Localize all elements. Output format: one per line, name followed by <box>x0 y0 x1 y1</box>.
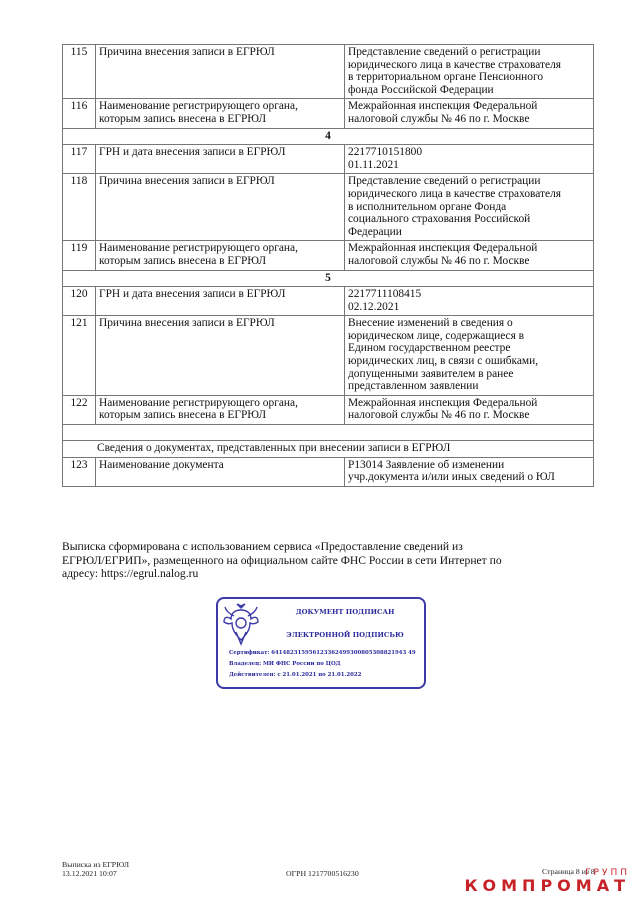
table-row <box>63 457 594 486</box>
field-value <box>345 45 594 99</box>
field-value-line: юридическом лице, содержащиеся в <box>348 329 525 342</box>
field-value-line: учр.документа и/или иных сведений о ЮЛ <box>348 471 555 484</box>
field-label-line: Причина внесения записи в ЕГРЮЛ <box>99 46 275 58</box>
row-number: 121 <box>63 316 96 396</box>
field-value-line: 02.12.2021 <box>348 300 400 313</box>
stamp-subtitle: ЭЛЕКТРОННОЙ ПОДПИСЬЮ <box>286 631 404 639</box>
watermark <box>464 868 630 895</box>
blank-cell <box>63 425 594 441</box>
footer-doc-title: Выписка из ЕГРЮЛ <box>62 860 130 869</box>
field-label-line: ГРН и дата внесения записи в ЕГРЮЛ <box>99 146 286 159</box>
section-header-row <box>63 128 594 145</box>
stamp-certificate: Сертификат: 641482315956123362499300805308821943 49 <box>229 650 416 656</box>
field-label <box>96 287 345 316</box>
field-value <box>345 241 594 270</box>
footer-datetime: 13.12.2021 10:07 <box>62 869 117 878</box>
documents-header: Сведения о документах, представленных при внесении записи в ЕГРЮЛ <box>63 441 594 458</box>
field-label-line: Наименование регистрирующего органа, <box>99 242 298 255</box>
field-value-line: Р13014 Заявление об изменении <box>348 458 505 471</box>
watermark-big: КОМПРОМАТ <box>464 876 630 895</box>
field-value-line: 01.11.2021 <box>348 158 399 171</box>
field-value <box>345 174 594 241</box>
row-number: 119 <box>63 241 96 270</box>
table-row <box>63 287 594 316</box>
table-row <box>63 174 594 241</box>
stamp-validity: Действителен: с 21.01.2021 по 21.01.2022 <box>229 672 362 678</box>
table-row <box>63 395 594 424</box>
field-value <box>345 316 594 396</box>
stamp-owner: Владелец: МИ ФНС России по ЦОД <box>229 661 341 667</box>
field-value-line: Федерации <box>348 225 402 238</box>
field-value <box>345 287 594 316</box>
row-number: 117 <box>63 145 96 174</box>
field-label <box>96 99 345 128</box>
coat-of-arms-icon <box>222 602 260 646</box>
footer-page-number: Страница 8 из 8 <box>542 867 595 876</box>
field-label-line: Наименование документа <box>99 458 224 471</box>
row-number: 116 <box>63 99 96 128</box>
field-label <box>96 457 345 486</box>
egrul-records-table <box>62 44 594 487</box>
footer-left <box>62 860 129 878</box>
field-label-line: Наименование регистрирующего органа, <box>99 396 298 409</box>
note-line: Выписка сформирована с использованием сервиса «Предоставление сведений из <box>62 540 463 553</box>
field-label <box>96 395 345 424</box>
field-label-line: Наименование регистрирующего органа, <box>99 100 298 113</box>
row-number: 118 <box>63 174 96 241</box>
table-row <box>63 316 594 396</box>
section-number: 5 <box>63 270 594 287</box>
field-label <box>96 241 345 270</box>
row-number: 120 <box>63 287 96 316</box>
field-value-line: 2217710151800 <box>348 146 423 159</box>
field-label-line: Причина внесения записи в ЕГРЮЛ <box>99 175 275 188</box>
field-label-line: которым запись внесена в ЕГРЮЛ <box>99 254 267 267</box>
field-value <box>345 145 594 174</box>
field-label <box>96 145 345 174</box>
table-row <box>63 241 594 270</box>
field-value-line: налоговой службы № 46 по г. Москве <box>348 112 530 125</box>
field-value-line: юридического лица в качестве страхователя <box>348 58 562 71</box>
field-value-line: юридических лиц, в связи с ошибками, <box>348 355 539 368</box>
field-value-line: налоговой службы № 46 по г. Москве <box>348 409 530 422</box>
field-value-line: Межрайонная инспекция Федеральной <box>348 396 538 409</box>
documents-header-row <box>63 441 594 458</box>
field-label <box>96 45 345 99</box>
field-value-line: юридического лица в качестве страхователя <box>348 187 562 200</box>
blank-row <box>63 425 594 441</box>
note-line: адресу: https://egrul.nalog.ru <box>62 567 199 580</box>
table-row <box>63 45 594 99</box>
field-value-line: Представление сведений о регистрации <box>348 175 541 188</box>
watermark-small: ГРУПП <box>585 868 630 878</box>
table-row <box>63 145 594 174</box>
field-value <box>345 457 594 486</box>
table-row <box>63 99 594 128</box>
field-label <box>96 174 345 241</box>
field-value-line: Межрайонная инспекция Федеральной <box>348 242 538 255</box>
field-value-line: налоговой службы № 46 по г. Москве <box>348 254 530 267</box>
field-value <box>345 99 594 128</box>
field-value-line: 2217711108415 <box>348 288 422 301</box>
field-value <box>345 395 594 424</box>
stamp-title: ДОКУМЕНТ ПОДПИСАН <box>295 608 395 616</box>
note-line: ЕГРЮЛ/ЕГРИП», размещенного на официальном сайте ФНС России в сети Интернет по <box>62 553 502 567</box>
field-label <box>96 316 345 396</box>
field-label-line: ГРН и дата внесения записи в ЕГРЮЛ <box>99 288 286 301</box>
field-value-line: Представление сведений о регистрации <box>348 46 541 58</box>
section-header-row <box>63 270 594 287</box>
field-value-line: допущенными заявителем в ранее <box>348 367 514 380</box>
field-value-line: Внесение изменений в сведения о <box>348 317 513 330</box>
electronic-signature-stamp <box>216 597 426 689</box>
field-value-line: в исполнительном органе Фонда <box>348 200 507 213</box>
field-label-line: которым запись внесена в ЕГРЮЛ <box>99 409 267 422</box>
field-value-line: в территориальном органе Пенсионного <box>348 71 544 84</box>
field-label-line: Причина внесения записи в ЕГРЮЛ <box>99 317 275 330</box>
section-number: 4 <box>63 128 594 145</box>
row-number: 123 <box>63 457 96 486</box>
field-value-line: фонда Российской Федерации <box>348 83 494 96</box>
field-value-line: представленном заявлении <box>348 380 479 393</box>
field-value-line: социального страхования Российской <box>348 213 531 226</box>
field-value-line: Едином государственном реестре <box>348 342 511 355</box>
footer-ogrn: ОГРН 1217700516230 <box>286 869 359 878</box>
extract-source-note <box>62 540 594 581</box>
field-value-line: Межрайонная инспекция Федеральной <box>348 100 538 113</box>
field-label-line: которым запись внесена в ЕГРЮЛ <box>99 112 267 125</box>
row-number: 115 <box>63 45 96 99</box>
row-number: 122 <box>63 395 96 424</box>
